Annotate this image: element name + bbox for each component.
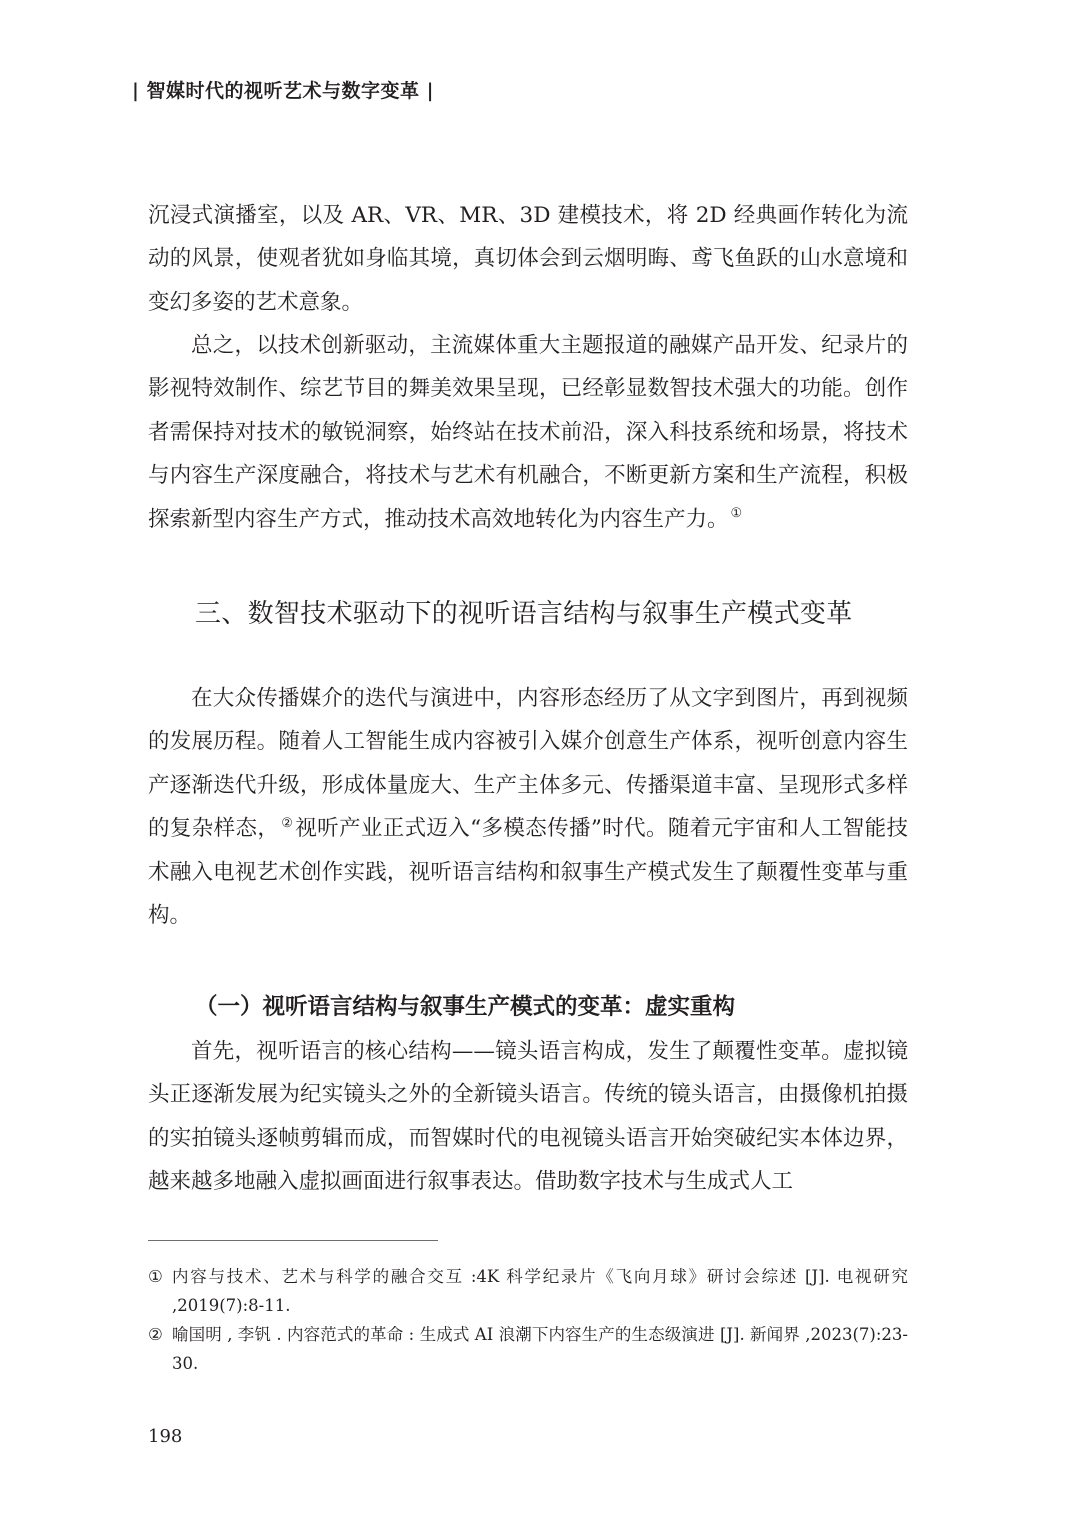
- section-heading: 三、数智技术驱动下的视听语言结构与叙事生产模式变革: [195, 599, 853, 629]
- paragraph-2-text: 总之，以技术创新驱动，主流媒体重大主题报道的融媒产品开发、纪录片的影视特效制作、综艺节目的舞美效果呈现，已经彰显数智技术强大的功能。创作者需保持对技术的敏锐洞察，始终站在技术前沿，深入科技系统和场景，将技术与内容生产深度融合，将技术与艺术有机融合，不断更新方案和生产流程，积极探索新型内容生产方式，推动技术高效地转化为内容生产力。: [148, 333, 908, 532]
- footnote-1-text: 内容与技术、艺术与科学的融合交互 :4K 科学纪录片《飞向月球》研讨会综述 [J]. 电视研究 ,2019(7):8-11.: [172, 1267, 908, 1315]
- footnote-divider: [148, 1240, 438, 1241]
- footnote-2-text: 喻国明 , 李钒 . 内容范式的革命 : 生成式 AI 浪潮下内容生产的生态级演进 [J]. 新闻界 ,2023(7):23-30.: [172, 1325, 908, 1373]
- body-paragraph-3: [148, 677, 908, 937]
- footnote-ref-1: ①: [730, 506, 743, 522]
- footnote-1: [148, 1262, 908, 1320]
- footnote-2-mark: ②: [148, 1325, 163, 1344]
- footnote-2: [148, 1320, 908, 1378]
- paragraph-3-text-a: 在大众传播媒介的迭代与演进中，内容形态经历了从文字到图片，再到视频的发展历程。随着人工智能生成内容被引入媒介创意生产体系，视听创意内容生产逐渐迭代升级，形成体量庞大、生产主体多元、传播渠道丰富、呈现形式多样的复杂样态，: [148, 686, 908, 842]
- body-paragraph-2: [148, 324, 908, 541]
- body-paragraph-1: 沉浸式演播室，以及 AR、VR、MR、3D 建模技术，将 2D 经典画作转化为流动的风景，使观者犹如身临其境，真切体会到云烟明晦、鸢飞鱼跃的山水意境和变幻多姿的艺术意象。: [148, 203, 908, 315]
- footnote-ref-2: ②: [281, 816, 294, 832]
- paragraph-3-text-b: 视听产业正式迈入“多模态传播”时代。随着元宇宙和人工智能技术融入电视艺术创作实践，视听语言结构和叙事生产模式发生了颠覆性变革与重构。: [148, 816, 908, 929]
- footnote-1-mark: ①: [148, 1267, 163, 1286]
- body-paragraph-4: 首先，视听语言的核心结构——镜头语言构成，发生了颠覆性变革。虚拟镜头正逐渐发展为纪实镜头之外的全新镜头语言。传统的镜头语言，由摄像机拍摄的实拍镜头逐帧剪辑而成，而智媒时代的电视镜头语言开始突破纪实本体边界，越来越多地融入虚拟画面进行叙事表达。借助数字技术与生成式人工: [148, 1039, 908, 1195]
- running-header: | 智媒时代的视听艺术与数字变革 |: [132, 80, 435, 102]
- page-number: 198: [148, 1426, 183, 1447]
- subsection-heading: （一）视听语言结构与叙事生产模式的变革：虚实重构: [195, 994, 736, 1020]
